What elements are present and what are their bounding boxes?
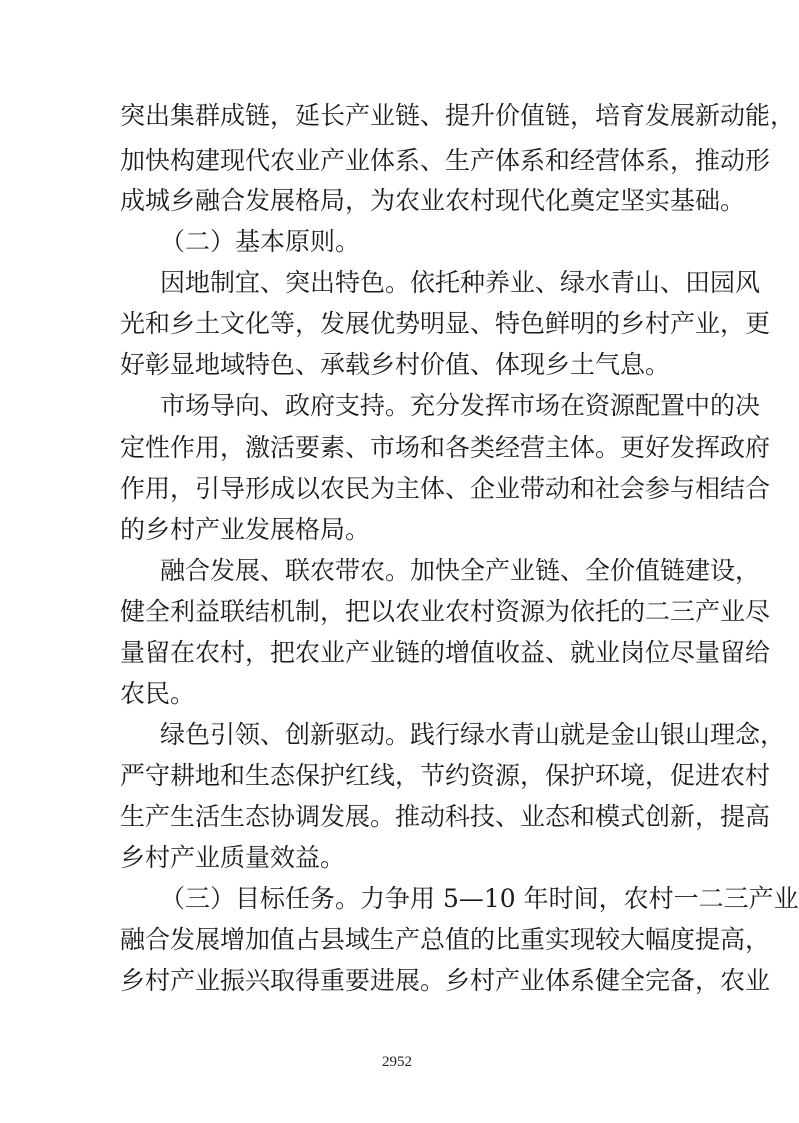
text-line: 农民。: [120, 679, 196, 708]
text-line: 作用，引导形成以农民为主体、企业带动和社会参与相结合: [120, 474, 771, 503]
text-line: 突出集群成链，延长产业链、提升价值链，培育发展新动能，: [120, 101, 796, 130]
text-line: 量留在农村，把农业产业链的增值收益、就业岗位尽量留给: [120, 638, 771, 667]
text-line: 的乡村产业发展格局。: [120, 515, 371, 544]
text-line: 乡村产业质量效益。: [120, 843, 346, 872]
text-line: 光和乡土文化等，发展优势明显、特色鲜明的乡村产业，更: [120, 309, 771, 338]
section-heading: （三）目标任务。力争用 5—10 年时间，农村一二三产业: [160, 884, 799, 913]
text-line: 定性作用，激活要素、市场和各类经营主体。更好发挥政府: [120, 433, 771, 462]
text-line: 绿色引领、创新驱动。践行绿水青山就是金山银山理念，: [160, 720, 786, 749]
text-line: 成城乡融合发展格局，为农业农村现代化奠定坚实基础。: [120, 186, 746, 215]
text-line: 乡村产业振兴取得重要进展。乡村产业体系健全完备，农业: [120, 966, 771, 995]
text-line: 生产生活生态协调发展。推动科技、业态和模式创新，提高: [120, 802, 771, 831]
text-line: 因地制宜、突出特色。依托种养业、绿水青山、田园风: [160, 268, 761, 297]
text-line: 市场导向、政府支持。充分发挥市场在资源配置中的决: [160, 391, 761, 420]
text-line: 健全利益联结机制，把以农业农村资源为依托的二三产业尽: [120, 597, 771, 626]
text-line: 融合发展、联农带农。加快全产业链、全价值链建设，: [160, 556, 761, 585]
text-line: 加快构建现代农业产业体系、生产体系和经营体系，推动形: [120, 146, 771, 175]
page-number: 2952: [382, 1054, 412, 1070]
text-line: 融合发展增加值占县域生产总值的比重实现较大幅度提高，: [120, 925, 771, 954]
section-heading: （二）基本原则。: [160, 227, 361, 256]
text-line: 严守耕地和生态保护红线，节约资源，保护环境，促进农村: [120, 761, 771, 790]
text-line: 好彰显地域特色、承载乡村价值、体现乡土气息。: [120, 350, 671, 379]
